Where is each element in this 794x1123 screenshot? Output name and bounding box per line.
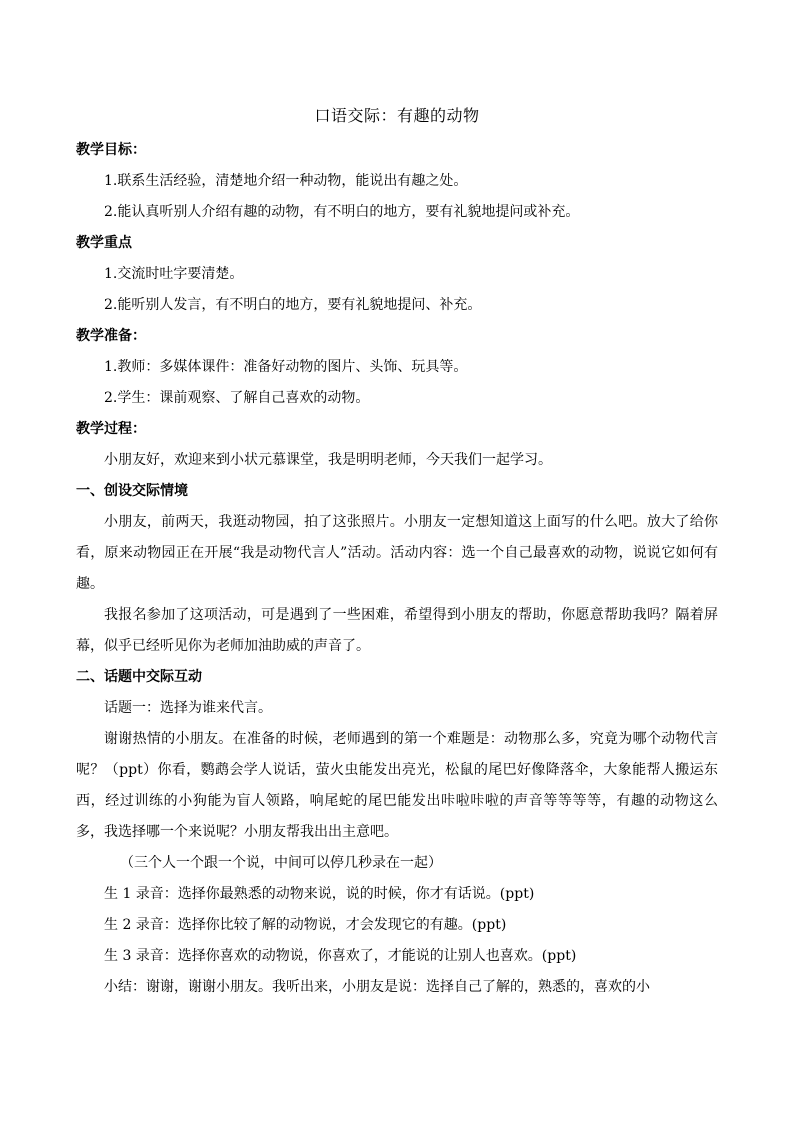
note-line: （三个人一个跟一个说，中间可以停几秒录在一起） [120, 855, 442, 871]
process-intro: 小朋友好，欢迎来到小状元慕课堂，我是明明老师，今天我们一起学习。 [104, 452, 552, 468]
recording-line: 生 2 录音：选择你比较了解的动物说，才会发现它的有趣。(ppt) [104, 917, 507, 933]
page-title: 口语交际：有趣的动物 [314, 106, 480, 125]
document-content [76, 103, 718, 1003]
focus-item: 2.能听别人发言，有不明白的地方，要有礼貌地提问、补充。 [104, 297, 482, 313]
section-heading-goals: 教学目标： [76, 142, 146, 158]
preparation-item: 1.教师：多媒体课件：准备好动物的图片、头饰、玩具等。 [104, 359, 468, 375]
topic-line: 话题一：选择为谁来代言。 [104, 700, 272, 716]
section-heading-part1: 一、创设交际情境 [76, 483, 188, 499]
section-heading-focus: 教学重点 [76, 235, 132, 251]
summary-line: 小结：谢谢，谢谢小朋友。我听出来，小朋友是说：选择自己了解的，熟悉的，喜欢的小 [104, 979, 650, 995]
paragraph: 小朋友，前两天，我逛动物园，拍了这张照片。小朋友一定想知道这上面写的什么吧。放大了给你看，原来动物园正在开展“我是动物代言人”活动。活动内容：选一个自己最喜欢的动物，说说它如何有趣。 [76, 514, 718, 592]
paragraph: 谢谢热情的小朋友。在准备的时候，老师遇到的第一个难题是：动物那么多，究竟为哪个动物代言呢？（ppt）你看，鹦鹉会学人说话，萤火虫能发出亮光，松鼠的尾巴好像降落伞，大象能帮人搬运东西，经过训练的小狗能为盲人领路，响尾蛇的尾巴能发出咔啦咔啦的声音等等等等，有趣的动物这么多，我选择哪一个来说呢？小朋友帮我出出主意吧。 [76, 731, 718, 840]
section-heading-part2: 二、话题中交际互动 [76, 669, 202, 685]
paragraph: 我报名参加了这项活动，可是遇到了一些困难，希望得到小朋友的帮助，你愿意帮助我吗？隔着屏幕，似乎已经听见你为老师加油助威的声音了。 [76, 607, 718, 654]
section-heading-preparation: 教学准备： [76, 328, 146, 344]
focus-item: 1.交流时吐字要清楚。 [104, 266, 244, 282]
goal-item: 1.联系生活经验，清楚地介绍一种动物，能说出有趣之处。 [104, 173, 468, 189]
preparation-item: 2.学生：课前观察、了解自己喜欢的动物。 [104, 390, 370, 406]
section-heading-process: 教学过程： [76, 421, 146, 437]
recording-line: 生 1 录音：选择你最熟悉的动物来说，说的时候，你才有话说。(ppt) [104, 886, 535, 902]
goal-item: 2.能认真听别人介绍有趣的动物，有不明白的地方，要有礼貌地提问或补充。 [104, 204, 580, 220]
recording-line: 生 3 录音：选择你喜欢的动物说，你喜欢了，才能说的让别人也喜欢。(ppt) [104, 948, 577, 964]
